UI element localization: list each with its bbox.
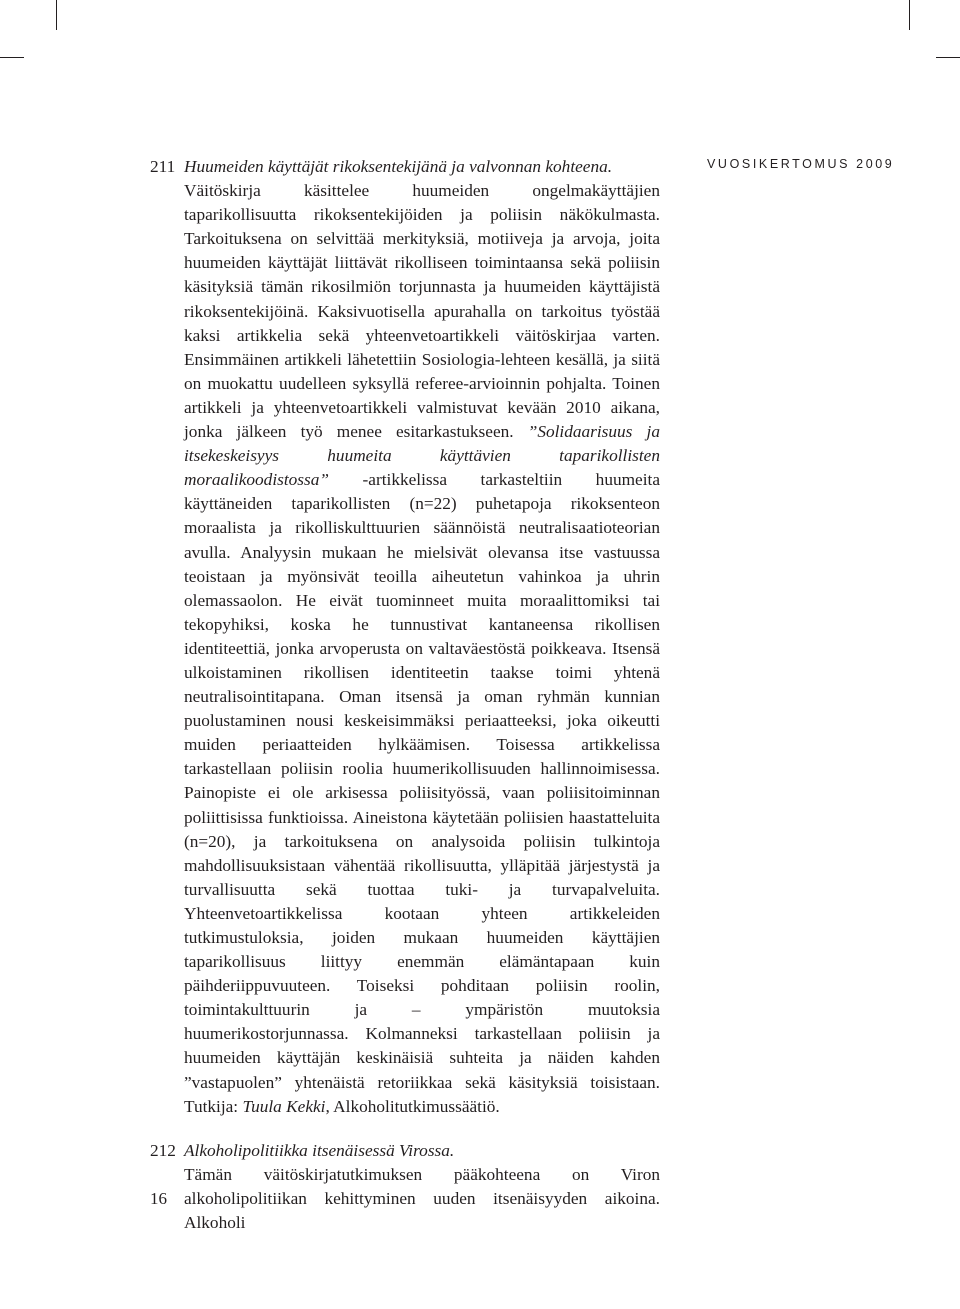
entry-number: 211 [150,157,176,176]
entry-body [150,1163,660,1235]
crop-mark-right [909,0,910,30]
crop-mark-left-horizontal [0,57,24,58]
crop-mark-left [56,0,57,30]
entry-211 [150,155,660,1119]
entry-text: Tämän väitöskirjatutkimuksen pääkohteena on Viron alkoholipolitiikan kehittyminen uuden itsenäisyyden aikoina. Alkoholi [184,1164,660,1233]
entry-title: Alkoholipolitiikka itsenäisessä Virossa. [184,1140,455,1160]
entry-heading [150,155,660,179]
entry-title: Huumeiden käyttäjät rikoksentekijänä ja valvonnan kohteena. [184,157,613,176]
running-head: VUOSIKERTOMUS 2009 [707,157,895,171]
researcher-name: Tuula Kekki [242,1096,326,1116]
text-column [150,155,660,1235]
article-title: ”Solidaarisuus ja itsekeskeisyys huumeita käyttävien taparikollisten moraalikoodistossa” [184,422,660,490]
entry-heading [150,1139,660,1163]
page-number: 16 [150,1189,167,1208]
crop-mark-right-horizontal [936,57,960,58]
entry-body [150,179,660,1119]
entry-text: Väitöskirja käsittelee huumeiden ongelmakäyttäjien taparikollisuutta rikoksentekijöiden ja poliisin näkökulmasta. Tarkoituksena on selvittää merkityksiä, motiiveja ja arvoja, joita huumeiden käyttäjät liittävät rikolliseen toimintaansa sekä poliisin käsityksiä tämän rikosilmiön torjunnasta ja huumeiden käyttäjistä rikoksentekijöinä. Kaksivuotisella apurahalla on tarkoitus työstää kaksi artikkelia sekä yhteenvetoartikkeli väitöskirjaa varten. Ensimmäinen artikkeli lähetettiin Sosiologia-lehteen kesällä, ja siitä on muokattu uudelleen syksyllä referee-arvioinnin pohjalta. Toinen artikkeli ja yhteenvetoartikkeli valmistuvat kevään 2010 aikana, jonka jälkeen työ menee esitarkastukseen. [184,181,660,442]
institution: , Alkoholitutkimussäätiö. [325,1096,500,1116]
entry-212 [150,1139,660,1235]
entry-number: 212 [150,1140,176,1160]
entry-text-continued: -artikkelissa tarkasteltiin huumeita käyttäneiden taparikollisten (n=22) puhetapoja rikoksenteon moraalista ja rikolliskulttuurien säännöistä neutralisaatioteorian avulla. Analyysin mukaan he mielsivät olevansa itse vastuussa teoistaan ja myönsivät teoilla aiheutetun vahinkoa ja uhrin olemassaolon. He eivät tuominneet muita moraalittomiksi tai tekopyhiksi, koska he tunnustivat kantaneensa rikollisen identiteettiä, jonka arvoperusta on valtaväestöstä poikkeava. Itsensä ulkoistaminen rikollisen identiteetin taakse toimi yhtenä neutralisointitapana. Oman itsensä ja oman ryhmän kunnian puolustaminen nousi keskeisimmäksi periaatteeksi, joka oikeutti muiden periaatteiden hylkäämisen. Toisessa artikkelissa tarkastellaan poliisin roolia huumerikollisuuden hallinnoimisessa. Painopiste ei ole arkisessa poliisityössä, vaan poliisitoiminnan poliittisissa funktioissa. Aineistona käytetään poliisien haastatteluita (n=20), ja tarkoituksena on analysoida poliisin tulkintoja mahdollisuuksistaan vähentää rikollisuutta, ylläpitää järjestystä ja turvallisuutta sekä tuottaa tuki- ja turvapalveluita. Yhteenvetoartikkelissa kootaan yhteen artikkeleiden tutkimustuloksia, joiden mukaan huumeiden käyttäjien taparikollisuus liittyy enemmän elämäntapaan kuin päihderiippuvuuteen. Toiseksi pohditaan poliisin roolin, toimintakulttuurin ja – ympäristön muutoksia huumerikostorjunnassa. Kolmanneksi tarkastellaan poliisin ja huumeiden käyttäjän keskinäisiä suhteita ja näiden kahden ”vastapuolen” yhtenäistä retoriikkaa sekä käsityksiä toisistaan. Tutkija: [184,470,660,1116]
